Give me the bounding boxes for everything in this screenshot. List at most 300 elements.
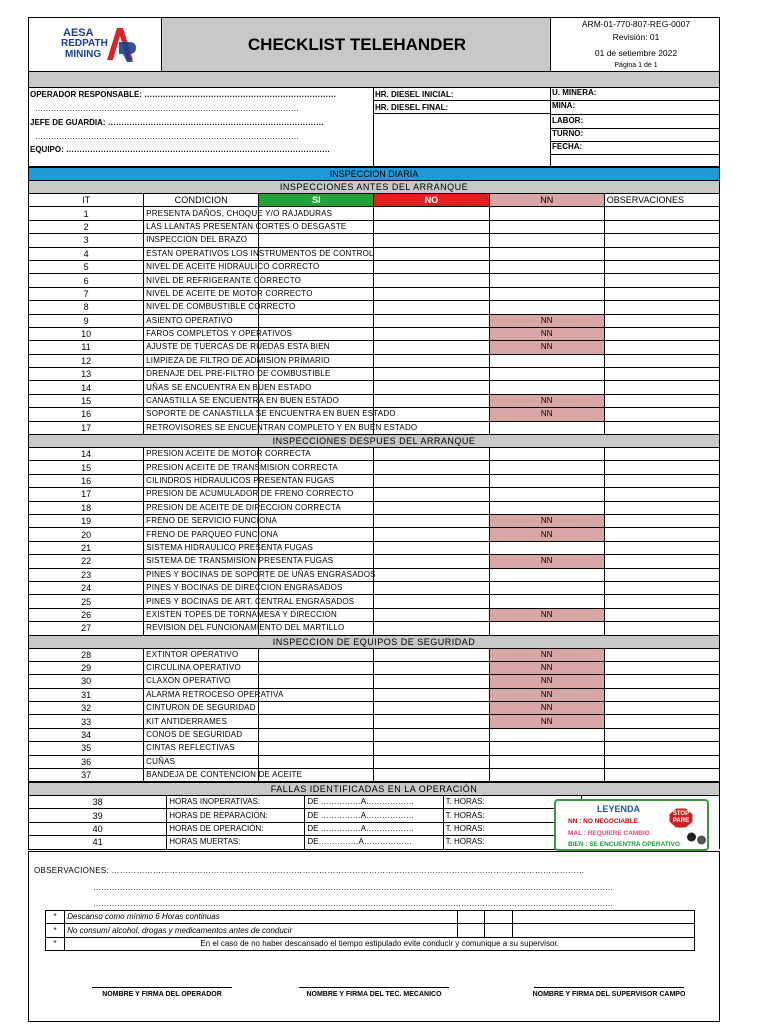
stop-sign-icon [668,807,694,829]
check-no[interactable] [374,287,489,300]
item-condition: PRESION ACEITE DE MOTOR CORRECTA [144,448,259,461]
page-title: CHECKLIST TELEHANDER [247,35,467,54]
item-condition: PRESION DE ACUMULADOR DE FRENO CORRECTO [144,488,259,501]
legend-bien: BIEN : SE ENCUENTRA OPERATIVO [568,841,680,848]
item-condition: ASIENTO OPERATIVO [144,314,259,327]
item-number: 4 [29,247,144,260]
table-row [29,715,720,728]
observation-cell[interactable] [604,354,719,367]
check-si[interactable] [259,234,374,247]
header-logo-box [28,17,162,72]
observation-cell[interactable] [604,394,719,407]
observation-cell[interactable] [604,501,719,514]
observation-cell[interactable] [604,220,719,233]
check-no[interactable] [374,595,489,608]
table-row [29,274,720,287]
item-number: 33 [29,715,144,728]
observation-cell[interactable] [604,555,719,568]
check-nn[interactable]: NN [489,661,604,674]
note-check-4[interactable] [485,924,512,937]
observation-cell[interactable] [604,247,719,260]
check-si[interactable] [259,742,374,755]
item-condition: NIVEL DE REFRIGERANTE CORRECTO [144,274,259,287]
observation-cell[interactable] [604,715,719,728]
check-no[interactable] [374,688,489,701]
check-nn[interactable] [489,301,604,314]
item-number: 6 [29,274,144,287]
observation-cell[interactable] [604,207,719,220]
labor-cell[interactable] [551,115,719,129]
legend-box [554,799,709,851]
signature-line-mecanico [299,987,449,988]
check-nn[interactable]: NN [489,341,604,354]
check-nn[interactable] [489,287,604,300]
check-nn[interactable] [489,354,604,367]
item-number: 2 [29,220,144,233]
check-nn[interactable]: NN [489,608,604,621]
table-row [29,568,720,581]
note-star-1: * [46,911,65,924]
check-si[interactable] [259,675,374,688]
item-number: 23 [29,568,144,581]
item-condition: REVISION DEL FUNCIONAMIENTO DEL MARTILLO [144,622,259,635]
item-condition: CONOS DE SEGURIDAD [144,728,259,741]
check-no[interactable] [374,220,489,233]
check-nn[interactable] [489,501,604,514]
check-si[interactable] [259,728,374,741]
observation-cell[interactable] [604,742,719,755]
unidad-minera-cell[interactable] [551,88,719,101]
check-no[interactable] [374,260,489,273]
item-number: 22 [29,555,144,568]
item-number: 17 [29,421,144,434]
item-number: 14 [29,381,144,394]
observation-cell[interactable] [604,488,719,501]
note-blank-2 [512,924,694,937]
item-number: 30 [29,675,144,688]
note-alcohol: No consumí alcohol, drogas y medicamentos antes de conducir [65,924,458,937]
check-si[interactable] [259,314,374,327]
observation-cell[interactable] [604,688,719,701]
observation-cell[interactable] [604,514,719,527]
item-number: 29 [29,661,144,674]
legend-mal: MAL : REQUIERE CAMBIO [568,830,650,837]
table-row [29,207,720,220]
observaciones-line-3[interactable]: …………………………………………………………………………………………………………………………………………………………………………… [93,899,613,908]
operador-field[interactable]: OPERADOR RESPONSABLE: ……………………………………………………………… [30,90,337,99]
item-number: 13 [29,368,144,381]
check-no[interactable] [374,368,489,381]
observation-cell[interactable] [604,528,719,541]
check-nn[interactable]: NN [489,327,604,340]
check-nn[interactable] [489,488,604,501]
item-number: 37 [29,769,144,782]
observation-cell[interactable] [604,301,719,314]
table-row [29,314,720,327]
observation-cell[interactable] [604,675,719,688]
check-si[interactable] [259,648,374,661]
item-number: 7 [29,287,144,300]
mina-label: MINA: [552,101,576,110]
observation-cell[interactable] [604,327,719,340]
check-no[interactable] [374,755,489,768]
item-number: 24 [29,581,144,594]
check-nn[interactable] [489,421,604,434]
check-nn[interactable] [489,207,604,220]
hr-inicial-cell[interactable] [373,87,551,101]
table-row [29,488,720,501]
table-row [29,595,720,608]
item-condition: INSPECCION DEL BRAZO [144,234,259,247]
check-nn[interactable] [489,247,604,260]
check-no[interactable] [374,234,489,247]
check-nn[interactable] [489,742,604,755]
item-condition: CINTAS REFLECTIVAS [144,742,259,755]
check-nn[interactable] [489,448,604,461]
stop-sign-text-2: PARE [672,818,690,824]
check-no[interactable] [374,354,489,367]
observation-cell[interactable] [604,728,719,741]
observation-cell[interactable] [604,274,719,287]
check-no[interactable] [374,528,489,541]
check-nn[interactable]: NN [489,555,604,568]
legend-nn: NN : NO NEGOCIABLE [568,818,639,825]
mina-cell[interactable] [551,101,719,115]
check-no[interactable] [374,474,489,487]
check-nn[interactable] [489,568,604,581]
check-nn[interactable]: NN [489,675,604,688]
falla-total-hours[interactable]: T. HORAS: [443,836,581,849]
table-row [29,408,720,421]
item-number: 36 [29,755,144,768]
check-nn[interactable] [489,234,604,247]
observation-cell[interactable] [604,661,719,674]
check-nn[interactable]: NN [489,314,604,327]
falla-total-hours[interactable]: T. HORAS: [443,822,581,835]
column-header-observaciones: OBSERVACIONES [604,194,719,207]
check-nn[interactable] [489,581,604,594]
observation-cell[interactable] [604,648,719,661]
operador-field-cont[interactable]: ……………………………………………………………………………………… [35,104,299,113]
falla-label: HORAS MUERTAS: [167,836,305,849]
check-nn[interactable] [489,769,604,782]
item-condition: PRESENTA DAÑOS, CHOQUE Y/O RAJADURAS [144,207,259,220]
observation-cell[interactable] [604,448,719,461]
observation-cell[interactable] [604,595,719,608]
item-number: 15 [29,394,144,407]
item-number: 21 [29,541,144,554]
table-row [29,247,720,260]
check-no[interactable] [374,381,489,394]
column-header-condicion: CONDICION [144,194,259,207]
item-condition: DRENAJE DEL PRE-FILTRO DE COMBUSTIBLE [144,368,259,381]
observation-cell[interactable] [604,341,719,354]
item-number: 20 [29,528,144,541]
thumbs-up-icon [696,832,707,842]
check-no[interactable] [374,555,489,568]
item-number: 9 [29,314,144,327]
check-no[interactable] [374,581,489,594]
observation-cell[interactable] [604,421,719,434]
check-nn[interactable]: NN [489,688,604,701]
table-row [29,581,720,594]
notes-table [45,910,695,951]
check-no[interactable] [374,207,489,220]
falla-number: 38 [29,796,167,809]
note-check-2[interactable] [485,911,512,924]
table-row [29,702,720,715]
check-nn[interactable] [489,728,604,741]
check-si[interactable] [259,715,374,728]
signature-supervisor: NOMBRE Y FIRMA DEL SUPERVISOR CAMPO [532,991,686,998]
note-check-1[interactable] [458,911,485,924]
table-row [29,354,720,367]
table-row [29,327,720,340]
check-no[interactable] [374,394,489,407]
check-no[interactable] [374,461,489,474]
check-si[interactable] [259,702,374,715]
item-number: 10 [29,327,144,340]
check-si[interactable] [259,661,374,674]
check-no[interactable] [374,702,489,715]
jefe-guardia-field-cont[interactable]: ……………………………………………………………………………………… [35,132,299,141]
logo-text-redpath: REDPATH [61,38,108,49]
falla-number: 39 [29,809,167,822]
check-no[interactable] [374,715,489,728]
table-row [29,769,720,782]
item-condition: EXISTEN TOPES DE TORNAMESA Y DIRECCION [144,608,259,621]
check-nn[interactable] [489,260,604,273]
check-nn[interactable] [489,220,604,233]
table-row [29,301,720,314]
table-row [29,448,720,461]
item-number: 16 [29,474,144,487]
check-nn[interactable] [489,622,604,635]
check-nn[interactable] [489,755,604,768]
doc-revision: Revisión: 01 [612,32,660,42]
check-no[interactable] [374,648,489,661]
section-title: INSPECCION DE EQUIPOS DE SEGURIDAD [29,635,720,648]
check-no[interactable] [374,728,489,741]
item-number: 8 [29,301,144,314]
note-check-3[interactable] [458,924,485,937]
observation-cell[interactable] [604,581,719,594]
observation-cell[interactable] [604,381,719,394]
check-nn[interactable]: NN [489,408,604,421]
table-row [29,220,720,233]
fecha-cell[interactable] [551,142,719,155]
check-si[interactable] [259,755,374,768]
item-number: 35 [29,742,144,755]
check-nn[interactable]: NN [489,514,604,527]
item-number: 16 [29,408,144,421]
section-title: INSPECCIONES DESPUES DEL ARRANQUE [29,435,720,448]
title-box [161,17,551,72]
table-row [29,381,720,394]
observation-cell[interactable] [604,260,719,273]
check-no[interactable] [374,742,489,755]
check-no[interactable] [374,514,489,527]
check-nn[interactable]: NN [489,648,604,661]
falla-range[interactable]: DE ……………A……………… [305,822,443,835]
fallas-title: FALLAS IDENTIFICADAS EN LA OPERACIÓN [29,783,720,796]
check-nn[interactable] [489,461,604,474]
item-number: 25 [29,595,144,608]
item-number: 34 [29,728,144,741]
table-row [29,688,720,701]
check-no[interactable] [374,622,489,635]
item-number: 31 [29,688,144,701]
lower-section [28,851,720,1022]
check-no[interactable] [374,327,489,340]
info-right-box [550,87,720,167]
table-row [29,260,720,273]
check-no[interactable] [374,301,489,314]
observation-cell[interactable] [604,474,719,487]
table-row [29,622,720,635]
column-header-no: NO [374,194,489,207]
check-nn[interactable] [489,381,604,394]
equipo-field[interactable]: EQUIPO: ……………………………………………………………………………………… [30,145,331,154]
turno-label: TURNO: [552,129,584,138]
logo-text-aesa: AESA [63,27,94,39]
table-row [29,501,720,514]
item-number: 3 [29,234,144,247]
observation-cell[interactable] [604,769,719,782]
observation-cell[interactable] [604,541,719,554]
item-number: 5 [29,260,144,273]
unidad-minera-label: U. MINERA: [552,88,597,97]
observaciones-label[interactable]: OBSERVACIONES: ……………………………………………………………………………………………………………………………………………………… [34,866,585,875]
item-condition: CILINDROS HIDRAULICOS PRESENTAN FUGAS [144,474,259,487]
observation-cell[interactable] [604,755,719,768]
check-nn[interactable] [489,595,604,608]
check-no[interactable] [374,568,489,581]
note-supervisor: En el caso de no haber descansado el tiempo estipulado evite conducir y comunique a su supervisor. [65,937,695,950]
check-nn[interactable] [489,474,604,487]
check-nn[interactable]: NN [489,394,604,407]
item-condition: SISTEMA HIDRAULICO PRESENTA FUGAS [144,541,259,554]
item-number: 19 [29,514,144,527]
falla-number: 41 [29,836,167,849]
table-row [29,421,720,434]
signature-operador: NOMBRE Y FIRMA DEL OPERADOR [102,991,222,998]
item-number: 18 [29,501,144,514]
falla-number: 40 [29,822,167,835]
item-condition: AJUSTE DE TUERCAS DE RUEDAS ESTA BIEN [144,341,259,354]
column-header-it: IT [29,194,144,207]
check-nn[interactable] [489,274,604,287]
labor-label: LABOR: [552,116,584,125]
check-nn[interactable]: NN [489,715,604,728]
item-condition: LIMPIEZA DE FILTRO DE ADMISION PRIMARIO [144,354,259,367]
fecha-label: FECHA: [552,142,583,151]
logo-text-mining: MINING [65,49,102,60]
item-condition: PINES Y BOCINAS DE SOPORTE DE UÑAS ENGRASADOS [144,568,259,581]
falla-total-hours[interactable]: T. HORAS: [443,809,581,822]
check-nn[interactable]: NN [489,702,604,715]
checklist-table [28,167,720,782]
item-condition: FRENO DE PARQUEO FUNCIONA [144,528,259,541]
observation-cell[interactable] [604,568,719,581]
doc-code: ARM-01-770-807-REG-0007 [581,19,691,29]
check-no[interactable] [374,675,489,688]
check-no[interactable] [374,541,489,554]
item-condition: FAROS COMPLETOS Y OPERATIVOS [144,327,259,340]
item-number: 32 [29,702,144,715]
check-no[interactable] [374,341,489,354]
observation-cell[interactable] [604,461,719,474]
turno-cell[interactable] [551,129,719,142]
item-condition: UÑAS SE ENCUENTRA EN BUEN ESTADO [144,381,259,394]
header-band [28,71,720,88]
check-nn[interactable]: NN [489,528,604,541]
falla-range[interactable]: DE ……………A……………… [305,809,443,822]
falla-total-hours[interactable]: T. HORAS: [443,796,581,809]
stop-sign-text-1: STOP [672,811,690,817]
item-condition: PRESION DE ACEITE DE DIRECCION CORRECTA [144,501,259,514]
item-condition: LAS LLANTAS PRESENTAN CORTES O DESGASTE [144,220,259,233]
table-row [29,528,720,541]
observation-cell[interactable] [604,368,719,381]
note-descanso: Descanso como mínimo 6 Horas continuas [65,911,458,924]
info-left-box [28,87,374,167]
observation-cell[interactable] [604,622,719,635]
observation-cell[interactable] [604,702,719,715]
item-condition: ALARMA RETROCESO OPERATIVA [144,688,259,701]
check-no[interactable] [374,247,489,260]
check-nn[interactable] [489,368,604,381]
item-condition: CIRCULINA OPERATIVO [144,661,259,674]
hr-final-cell[interactable] [373,100,551,114]
table-row [29,368,720,381]
falla-label: HORAS DE REPARACION: [167,809,305,822]
check-nn[interactable] [489,541,604,554]
table-row [29,341,720,354]
item-condition: NIVEL DE COMBUSTIBLE CORRECTO [144,301,259,314]
observation-cell[interactable] [604,608,719,621]
observation-cell[interactable] [604,408,719,421]
jefe-guardia-field[interactable]: JEFE DE GUARDIA: ……………………………………………………………………… [30,118,324,127]
item-number: 12 [29,354,144,367]
doc-date: 01 de setiembre 2022 [594,48,678,58]
check-no[interactable] [374,488,489,501]
table-row [29,555,720,568]
check-no[interactable] [374,501,489,514]
check-no[interactable] [374,274,489,287]
falla-label: HORAS INOPERATIVAS: [167,796,305,809]
item-number: 28 [29,648,144,661]
check-no[interactable] [374,769,489,782]
check-no[interactable] [374,448,489,461]
check-no[interactable] [374,314,489,327]
item-condition: BANDEJA DE CONTENCION DE ACEITE [144,769,259,782]
observation-cell[interactable] [604,234,719,247]
note-blank-1 [512,911,694,924]
check-no[interactable] [374,661,489,674]
item-condition: RETROVISORES SE ENCUENTRAN COMPLETO Y EN BUEN ESTADO [144,421,259,434]
observation-cell[interactable] [604,287,719,300]
item-condition: SOPORTE DE CANASTILLA SE ENCUENTRA EN BUEN ESTADO [144,408,259,421]
falla-range[interactable]: DE……………A……………… [305,836,443,849]
check-no[interactable] [374,608,489,621]
item-condition: KIT ANTIDERRAMES [144,715,259,728]
observation-cell[interactable] [604,314,719,327]
observaciones-line-2[interactable]: …………………………………………………………………………………………………………………………………………………………………………… [93,883,613,892]
table-row [29,742,720,755]
column-header-si: SI [259,194,374,207]
falla-range[interactable]: DE ……………A……………… [305,796,443,809]
